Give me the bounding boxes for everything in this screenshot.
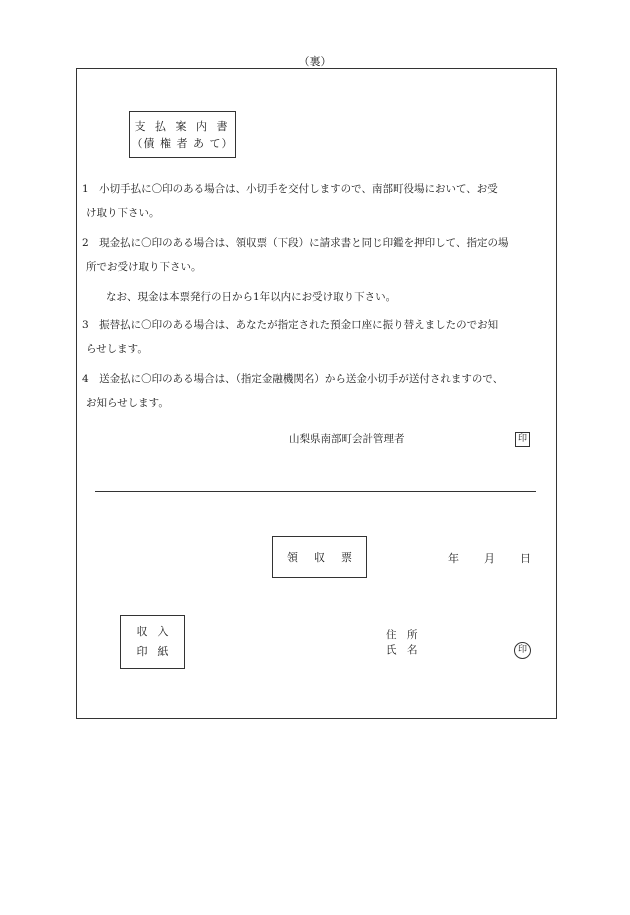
address-label: 住 所 xyxy=(386,629,418,641)
receipt-title-box xyxy=(272,536,367,578)
revenue-stamp-label-2: 印紙 xyxy=(136,645,179,658)
revenue-stamp-label-1: 収入 xyxy=(136,625,179,638)
notice-title-box xyxy=(129,111,236,158)
day-label: 日 xyxy=(520,552,531,565)
item-1-line-1: 1 小切手払に〇印のある場合は、小切手を交付しますので、南部町役場において、お受 xyxy=(82,183,498,195)
item-2-line-1: 2 現金払に〇印のある場合は、領収票（下段）に請求書と同じ印鑑を押印して、指定の場 xyxy=(82,237,509,249)
item-2-line-2: 所でお受け取り下さい。 xyxy=(86,261,202,273)
issuer-name: 山梨県南部町会計管理者 xyxy=(289,433,405,445)
name-seal-mark: 印 xyxy=(514,642,531,659)
item-2-note: なお、現金は本票発行の日から1年以内にお受け取り下さい。 xyxy=(106,291,397,303)
month-label: 月 xyxy=(484,552,495,565)
item-4-line-2: お知らせします。 xyxy=(86,397,169,409)
cut-line-divider xyxy=(95,491,536,492)
revenue-stamp-box xyxy=(120,615,185,669)
name-label: 氏 名 xyxy=(386,644,418,656)
receipt-title-char-2: 収 xyxy=(314,551,325,564)
item-3-line-2: らせします。 xyxy=(86,343,148,355)
page-side-label: （裏） xyxy=(298,55,332,68)
year-label: 年 xyxy=(448,552,459,565)
notice-subtitle: （債 権 者 あ て） xyxy=(131,137,234,150)
receipt-title-char-1: 領 xyxy=(287,551,298,564)
receipt-title-char-3: 票 xyxy=(341,551,352,564)
issuer-seal-mark: 印 xyxy=(515,432,530,447)
item-1-line-2: け取り下さい。 xyxy=(86,207,160,219)
item-4-line-1: 4 送金払に〇印のある場合は、（指定金融機関名）から送金小切手が送付されますので、 xyxy=(82,373,504,385)
item-3-line-1: 3 振替払に〇印のある場合は、あなたが指定された預金口座に振り替えましたのでお知 xyxy=(82,319,499,331)
notice-title: 支 払 案 内 書 xyxy=(134,120,231,133)
